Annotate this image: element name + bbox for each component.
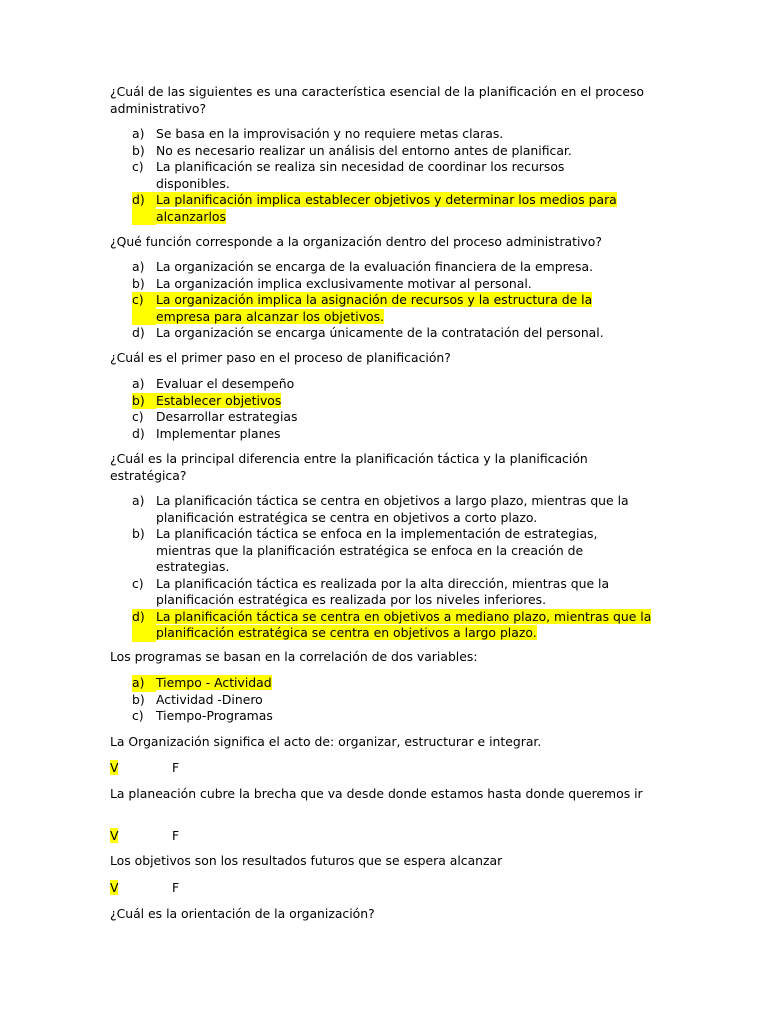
option-1a: a) Se basa en la improvisación y no requiere metas claras. xyxy=(132,126,504,141)
option-3b-highlighted: b) Establecer objetivos xyxy=(132,392,282,408)
tf-true-1: V xyxy=(110,760,119,775)
tf-statement-3: Los objetivos son los resultados futuros que se espera alcanzar xyxy=(110,853,503,868)
question-3-options xyxy=(132,376,672,442)
option-3a: a) Evaluar el desempeño xyxy=(132,376,295,391)
option-1b: b) No es necesario realizar un análisis del entorno antes de planificar. xyxy=(132,142,572,158)
tf-false-3: F xyxy=(172,880,180,895)
tf-statement-1: La Organización significa el acto de: organizar, estructurar e integrar. xyxy=(110,734,542,749)
option-1c: c) La planificación se realiza sin necesidad de coordinar los recursos disponibles. xyxy=(132,159,565,191)
option-5c: c) Tiempo-Programas xyxy=(132,708,273,723)
question-1: ¿Cuál de las siguientes es una característica esencial de la planificación en el proceso administrativo? xyxy=(110,84,644,116)
question-3: ¿Cuál es el primer paso en el proceso de planificación? xyxy=(110,350,451,365)
tf-answer-2 xyxy=(110,828,180,845)
option-5a-highlighted: a) Tiempo - Actividad xyxy=(132,675,272,690)
tf-false-1: F xyxy=(172,760,180,775)
question-1-options xyxy=(132,126,672,225)
option-3c: c) Desarrollar estrategias xyxy=(132,409,298,424)
option-2c-highlighted: c) La organización implica la asignación de recursos y la estructura de la empresa para alcanzar los objetivos. xyxy=(132,292,593,324)
question-4: ¿Cuál es la principal diferencia entre la planificación táctica y la planificación estratégica? xyxy=(110,451,588,483)
question-6: ¿Cuál es la orientación de la organización? xyxy=(110,906,375,921)
option-2d: d) La organización se encarga únicamente de la contratación del personal. xyxy=(132,325,604,340)
option-2a: a) La organización se encarga de la evaluación financiera de la empresa. xyxy=(132,259,594,274)
tf-true-2: V xyxy=(110,828,119,843)
option-5b: b) Actividad -Dinero xyxy=(132,691,263,707)
tf-answer-3 xyxy=(110,880,180,897)
question-2: ¿Qué función corresponde a la organización dentro del proceso administrativo? xyxy=(110,234,602,249)
option-4b: b) La planificación táctica se enfoca en la implementación de estrategias, mientras que la planificación estratégica se enfoca en la creación de estrategias. xyxy=(132,526,598,574)
option-1d-highlighted: d) La planificación implica establecer objetivos y determinar los medios para alcanzarlos xyxy=(132,192,617,224)
question-2-options xyxy=(132,259,672,342)
tf-false-2: F xyxy=(172,828,180,843)
tf-answer-1 xyxy=(110,760,180,777)
option-2b: b) La organización implica exclusivamente motivar al personal. xyxy=(132,275,532,291)
tf-true-3: V xyxy=(110,880,119,895)
option-4d-highlighted: d) La planificación táctica se centra en objetivos a mediano plazo, mientras que la planificación estratégica se centra en objetivos a largo plazo. xyxy=(132,608,652,640)
question-4-options xyxy=(132,493,672,642)
option-4a: a) La planificación táctica se centra en objetivos a largo plazo, mientras que la planificación estratégica se centra en objetivos a corto plazo. xyxy=(132,493,629,525)
option-4c: c) La planificación táctica es realizada por la alta dirección, mientras que la planificación estratégica es realizada por los niveles inferiores. xyxy=(132,575,610,607)
option-3d: d) Implementar planes xyxy=(132,425,281,441)
question-5-options xyxy=(132,675,672,725)
tf-statement-2: La planeación cubre la brecha que va desde donde estamos hasta donde queremos ir xyxy=(110,786,643,801)
question-5: Los programas se basan en la correlación de dos variables: xyxy=(110,649,478,664)
